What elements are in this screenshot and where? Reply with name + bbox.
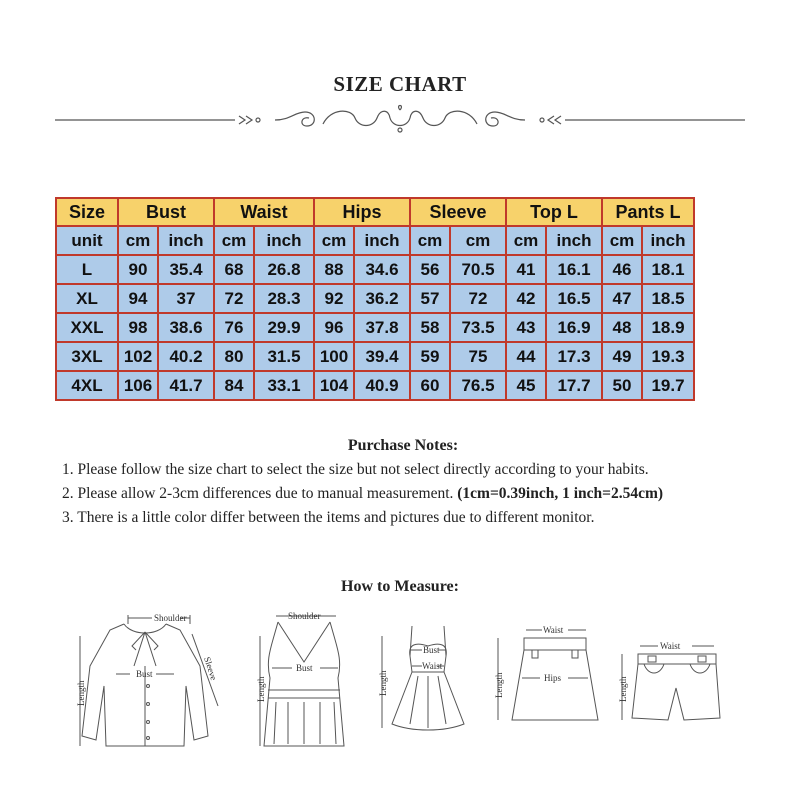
value-cell: 45: [506, 371, 546, 400]
value-cell: 47: [602, 284, 642, 313]
value-cell: 106: [118, 371, 158, 400]
shoulder-label: Shoulder: [288, 611, 321, 621]
unit-cell: unit: [56, 226, 118, 255]
header-cell: Bust: [118, 198, 214, 226]
value-cell: 104: [314, 371, 354, 400]
header-cell: Size: [56, 198, 118, 226]
value-cell: 76: [214, 313, 254, 342]
value-cell: 38.6: [158, 313, 214, 342]
waist-label: Waist: [660, 641, 681, 651]
value-cell: 73.5: [450, 313, 506, 342]
value-cell: 37: [158, 284, 214, 313]
value-cell: 36.2: [354, 284, 410, 313]
length-label: Length: [618, 676, 628, 702]
shoulder-label: Shoulder: [154, 613, 187, 623]
note-2-text: 2. Please allow 2-3cm differences due to manual measurement.: [62, 485, 458, 502]
value-cell: 40.9: [354, 371, 410, 400]
value-cell: 80: [214, 342, 254, 371]
note-2-conversion: (1cm=0.39inch, 1 inch=2.54cm): [457, 485, 664, 502]
value-cell: 16.5: [546, 284, 602, 313]
notes-heading: Purchase Notes:: [347, 437, 459, 454]
value-cell: 35.4: [158, 255, 214, 284]
value-cell: 88: [314, 255, 354, 284]
value-cell: 17.7: [546, 371, 602, 400]
value-cell: 16.1: [546, 255, 602, 284]
value-cell: 60: [410, 371, 450, 400]
value-cell: 19.3: [642, 342, 694, 371]
value-cell: 18.9: [642, 313, 694, 342]
table-header-row: [56, 198, 694, 226]
value-cell: 42: [506, 284, 546, 313]
value-cell: 37.8: [354, 313, 410, 342]
header-cell: Hips: [314, 198, 410, 226]
value-cell: 49: [602, 342, 642, 371]
size-cell: 4XL: [56, 371, 118, 400]
value-cell: 76.5: [450, 371, 506, 400]
value-cell: 102: [118, 342, 158, 371]
unit-cell: cm: [118, 226, 158, 255]
sleeve-label: Sleeve: [202, 655, 220, 682]
value-cell: 44: [506, 342, 546, 371]
table-row: [56, 371, 694, 400]
value-cell: 68: [214, 255, 254, 284]
shorts-diagram-icon: [608, 636, 728, 741]
value-cell: 41.7: [158, 371, 214, 400]
unit-cell: inch: [642, 226, 694, 255]
value-cell: 19.7: [642, 371, 694, 400]
page-title: SIZE CHART: [333, 72, 467, 96]
note-3: 3. There is a little color differ between the items and pictures due to different monitor.: [62, 509, 595, 526]
unit-cell: inch: [254, 226, 314, 255]
bust-label: Bust: [136, 669, 153, 679]
unit-cell: cm: [214, 226, 254, 255]
hips-label: Hips: [544, 673, 562, 683]
length-label: Length: [76, 680, 86, 706]
table-row: [56, 313, 694, 342]
blouse-diagram-icon: [72, 606, 232, 761]
value-cell: 34.6: [354, 255, 410, 284]
size-cell: 3XL: [56, 342, 118, 371]
value-cell: 57: [410, 284, 450, 313]
value-cell: 46: [602, 255, 642, 284]
value-cell: 28.3: [254, 284, 314, 313]
measure-heading: How to Measure:: [341, 578, 459, 595]
length-label: Length: [378, 670, 388, 696]
value-cell: 17.3: [546, 342, 602, 371]
value-cell: 33.1: [254, 371, 314, 400]
waist-label: Waist: [543, 625, 564, 635]
value-cell: 75: [450, 342, 506, 371]
value-cell: 84: [214, 371, 254, 400]
bust-label: Bust: [423, 645, 440, 655]
value-cell: 70.5: [450, 255, 506, 284]
value-cell: 50: [602, 371, 642, 400]
unit-cell: cm: [602, 226, 642, 255]
value-cell: 40.2: [158, 342, 214, 371]
value-cell: 90: [118, 255, 158, 284]
value-cell: 72: [450, 284, 506, 313]
bust-label: Bust: [296, 663, 313, 673]
note-1: 1. Please follow the size chart to select the size but not select directly according to your habits.: [62, 461, 649, 478]
note-2: [62, 482, 752, 506]
table-row: [56, 255, 694, 284]
header-cell: Sleeve: [410, 198, 506, 226]
size-cell: XL: [56, 284, 118, 313]
value-cell: 18.1: [642, 255, 694, 284]
skirt-diagram-icon: [482, 620, 612, 745]
value-cell: 100: [314, 342, 354, 371]
value-cell: 98: [118, 313, 158, 342]
value-cell: 39.4: [354, 342, 410, 371]
value-cell: 43: [506, 313, 546, 342]
length-label: Length: [494, 672, 504, 698]
unit-cell: cm: [410, 226, 450, 255]
unit-cell: cm: [314, 226, 354, 255]
value-cell: 48: [602, 313, 642, 342]
value-cell: 94: [118, 284, 158, 313]
unit-cell: cm: [506, 226, 546, 255]
ornament-divider-icon: [55, 104, 745, 136]
tank-top-diagram-icon: [248, 606, 358, 761]
table-unit-row: [56, 226, 694, 255]
value-cell: 29.9: [254, 313, 314, 342]
header-cell: Top L: [506, 198, 602, 226]
table-row: [56, 284, 694, 313]
value-cell: 59: [410, 342, 450, 371]
value-cell: 72: [214, 284, 254, 313]
value-cell: 58: [410, 313, 450, 342]
value-cell: 31.5: [254, 342, 314, 371]
unit-cell: inch: [546, 226, 602, 255]
unit-cell: inch: [158, 226, 214, 255]
unit-cell: cm: [450, 226, 506, 255]
size-table: [55, 197, 695, 401]
value-cell: 96: [314, 313, 354, 342]
waist-label: Waist: [422, 661, 443, 671]
purchase-notes: [62, 434, 752, 530]
header-cell: Waist: [214, 198, 314, 226]
table-row: [56, 342, 694, 371]
value-cell: 56: [410, 255, 450, 284]
size-cell: XXL: [56, 313, 118, 342]
value-cell: 41: [506, 255, 546, 284]
unit-cell: inch: [354, 226, 410, 255]
size-cell: L: [56, 255, 118, 284]
dress-diagram-icon: [372, 616, 482, 751]
length-label: Length: [256, 676, 266, 702]
value-cell: 16.9: [546, 313, 602, 342]
value-cell: 92: [314, 284, 354, 313]
header-cell: Pants L: [602, 198, 694, 226]
value-cell: 26.8: [254, 255, 314, 284]
value-cell: 18.5: [642, 284, 694, 313]
